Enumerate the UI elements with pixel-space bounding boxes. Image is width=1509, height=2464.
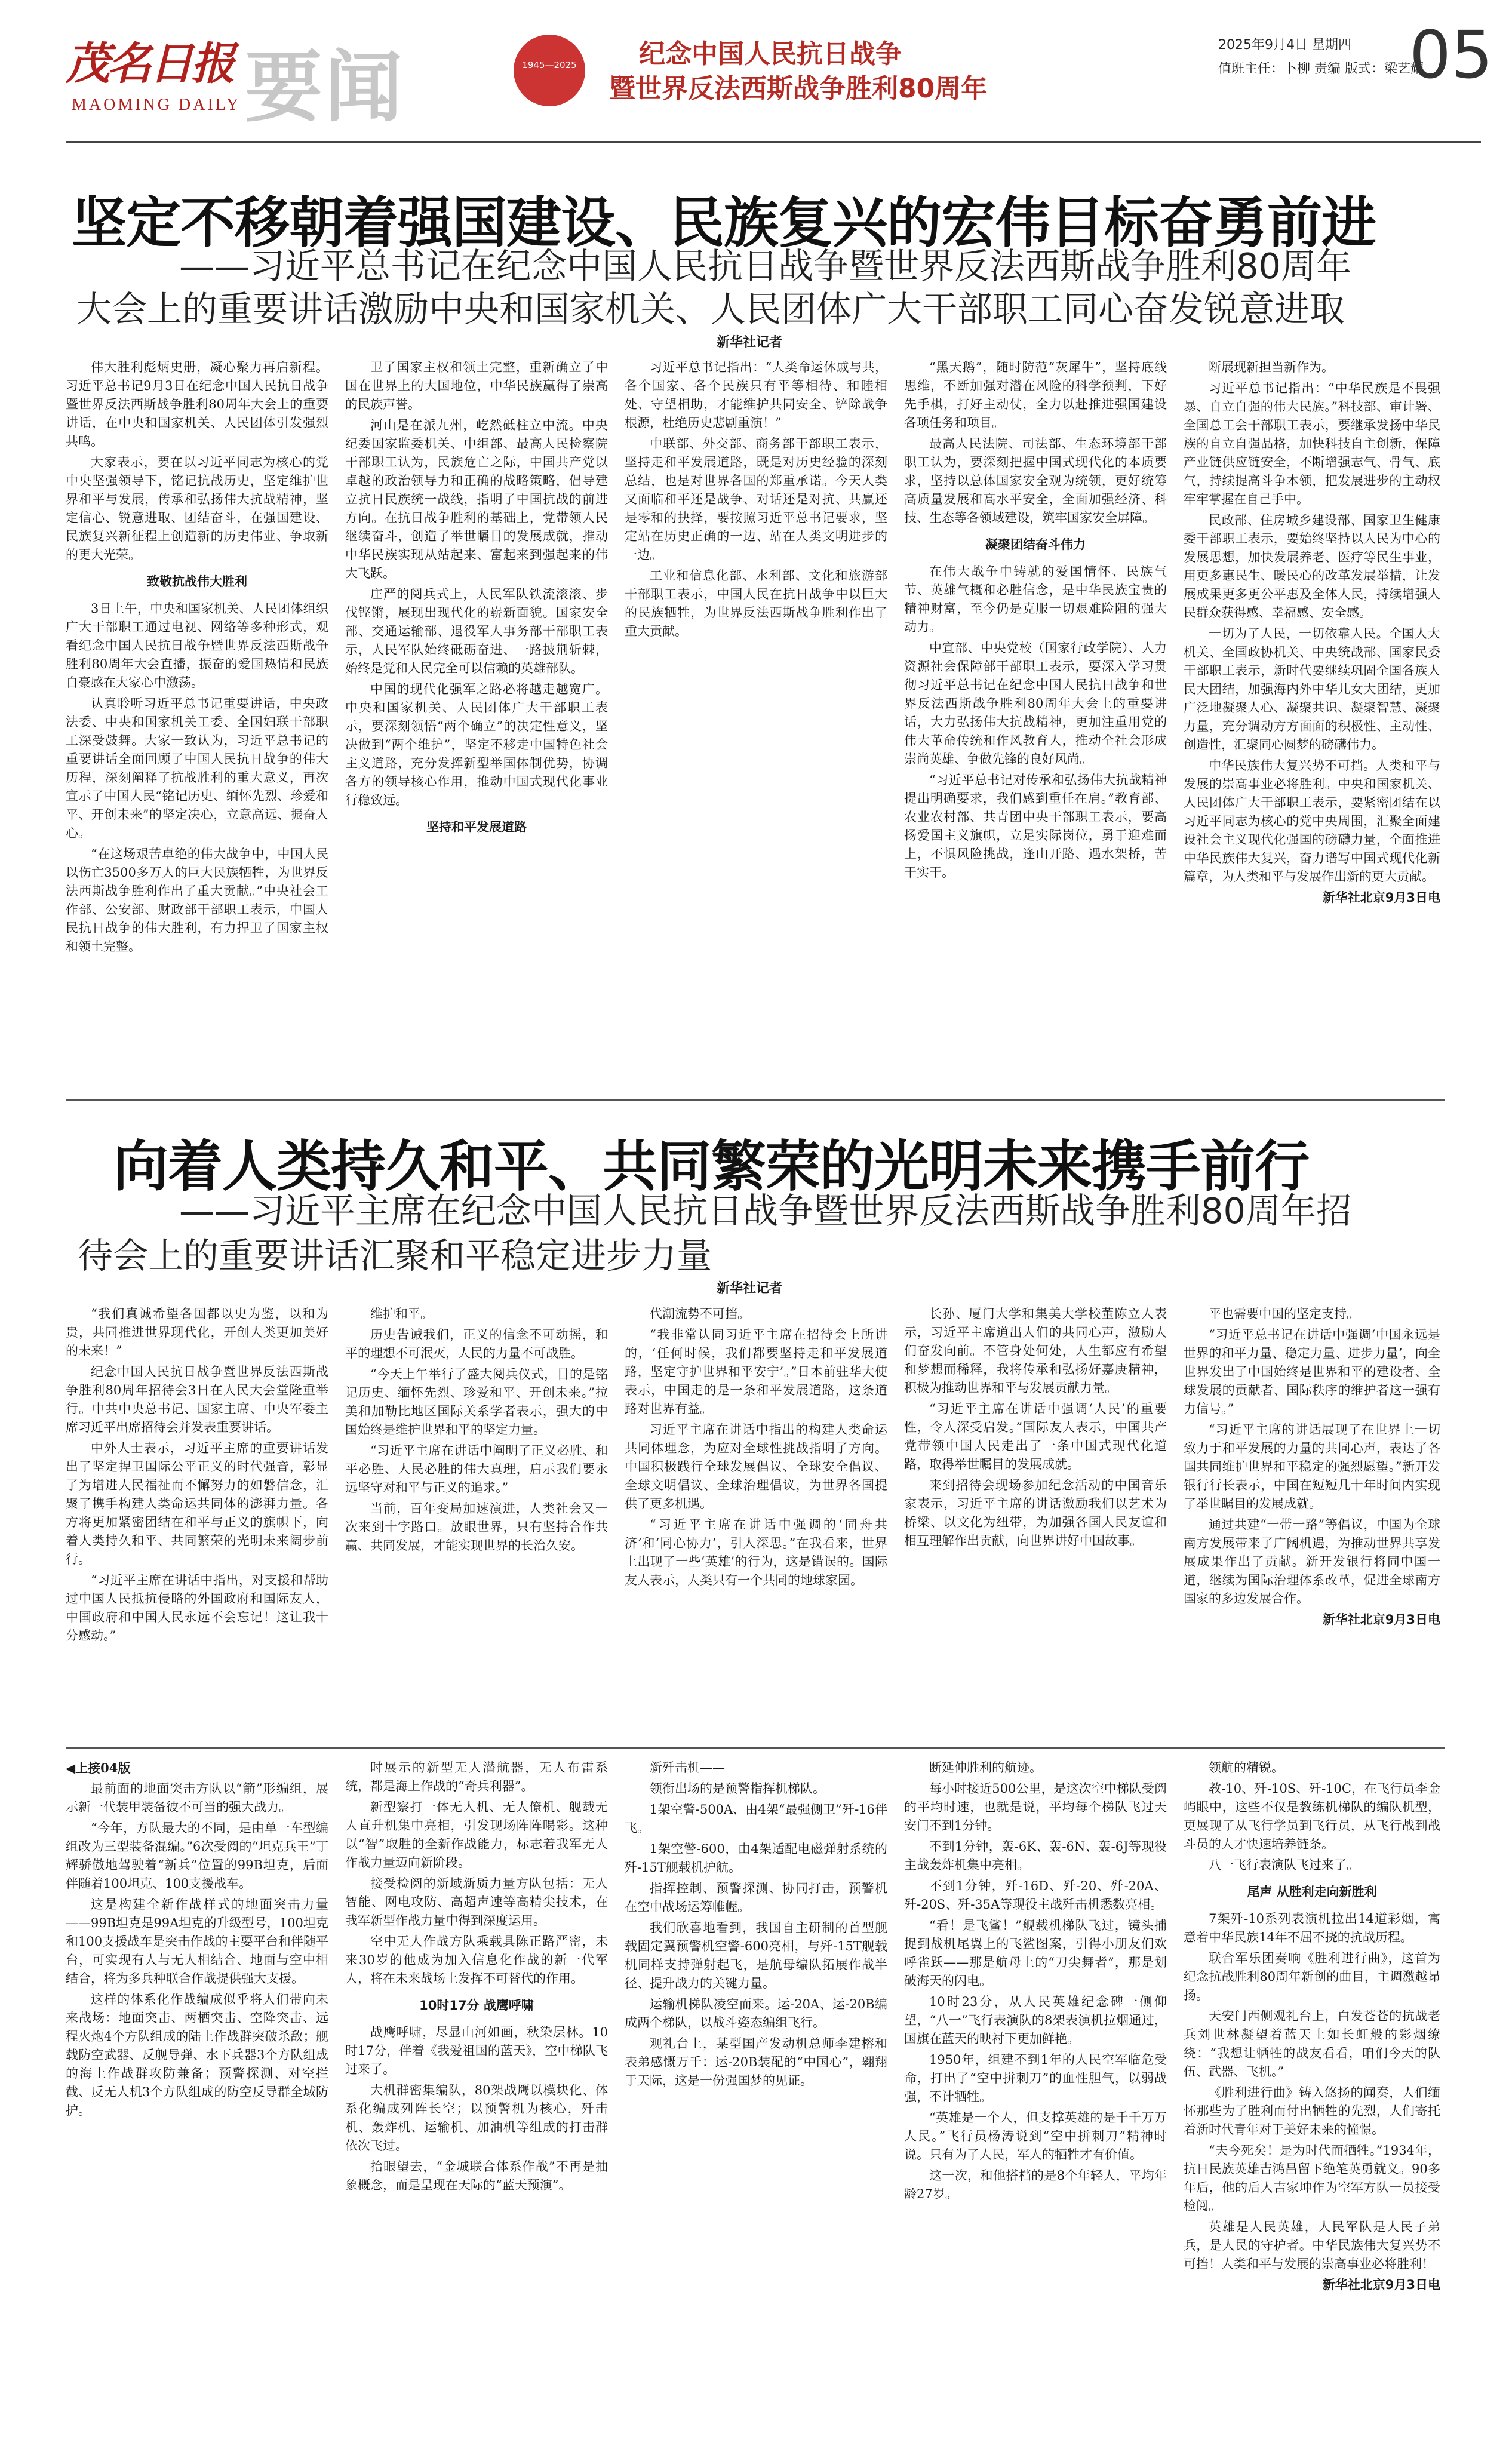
paragraph: “习近平总书记在讲话中强调‘中国永远是世界的和平力量、稳定力量、进步力量’，向全世界发出了中国始终是世界和平的建设者、全球发展的贡献者、国际秩序的维护者这一强有力信号。” — [1184, 1328, 1440, 1416]
article1-subhead-3: 凝聚团结奋斗伟力 — [985, 537, 1086, 552]
anniversary-emblem-icon: 1945—2025 — [514, 35, 585, 106]
paragraph: 长孙、厦门大学和集美大学校董陈立人表示，习近平主席道出人们的共同心声，激励人们奋发向前。不管身处何处，人生都应有希望和梦想而稀释，我将传承和弘扬好嘉庚精神，积极为推动世界和平与发展贡献力量。 — [904, 1307, 1167, 1395]
paragraph: “习近平主席的讲话展现了在世界上一切致力于和平发展的力量的共同心声，表达了各国共同维护世界和平稳定的强烈愿望。”新开发银行行长表示，中国在短短几十年时间内实现了举世瞩目的发展成就。 — [1184, 1423, 1440, 1511]
article1-byline: 新华社记者 — [717, 335, 783, 350]
article1-column-4 — [904, 358, 1167, 1081]
paragraph: “习近平主席在讲话中阐明了正义必胜、和平必胜、人民必胜的伟大真理，启示我们要永远坚守对和平与正义的追求。” — [345, 1443, 608, 1495]
paragraph: 《胜利进行曲》铸入悠扬的闻奏，人们缅怀那些为了胜利而付出牺牲的先烈，人们寄托着新时代青年对于美好未来的憧憬。 — [1184, 2085, 1440, 2137]
paragraph: 纪念中国人民抗日战争暨世界反法西斯战争胜利80周年招待会3日在人民大会堂隆重举行。中共中央总书记、国家主席、中央军委主席习近平出席招待会并发表重要讲话。 — [66, 1365, 328, 1434]
paragraph: 维护和平。 — [370, 1307, 433, 1321]
paragraph: 卫了国家主权和领土完整，重新确立了中国在世界上的大国地位，中华民族赢得了崇高的民族声誉。 — [345, 360, 608, 411]
paragraph: 教-10、歼-10S、歼-10C，在飞行员李金屿眼中，这些不仅是教练机梯队的编队机型，更展现了从飞行学员到飞行员，从飞行战到战斗员的人才快速培养链条。 — [1184, 1781, 1440, 1851]
article1-column-5 — [1184, 358, 1440, 1081]
article1-subheadline-2: 大会上的重要讲话激励中央和国家机关、人民团体广大干部职工同心奋发锐意进取 — [76, 288, 1345, 330]
article3-column-5 — [1184, 1759, 1440, 2434]
section-title: 要闻 — [245, 42, 405, 133]
paragraph: “习近平主席在讲话中强调‘人民’的重要性，令人深受启发。”国际友人表示，中国共产党带领中国人民走出了一条中国式现代化道路，取得举世瞩目的发展成就。 — [904, 1402, 1167, 1471]
article3-subhead-2: 尾声 从胜利走向新胜利 — [1247, 1885, 1377, 1899]
commemoration-banner — [514, 29, 1033, 106]
paragraph: 领航的精锐。 — [1209, 1761, 1284, 1775]
newspaper-logo-english: MAOMING DAILY — [72, 96, 241, 114]
paragraph: “习近平主席在讲话中指出，对支援和帮助过中国人民抵抗侵略的外国政府和国际友人，中国政府和中国人民永远不会忘记！这让我十分感动。” — [66, 1573, 328, 1643]
paragraph: 接受检阅的新域新质力量方队包括：无人智能、网电攻防、高超声速等高精尖技术，在我军新型作战力量中得到深度运用。 — [345, 1876, 608, 1928]
article3-column-2 — [345, 1759, 608, 2434]
paragraph: 八一飞行表演队飞过来了。 — [1209, 1858, 1359, 1872]
article2-column-4 — [904, 1305, 1167, 1735]
paragraph: “我非常认同习近平主席在招待会上所讲的，‘任何时候，我们都要坚持走和平发展道路，坚定守护世界和平安宁’。”日本前驻华大使表示，中国走的是一条和平发展道路，这条道路对世界有益。 — [625, 1328, 887, 1416]
article1-headline[interactable]: 坚定不移朝着强国建设、民族复兴的宏伟目标奋勇前进 — [72, 191, 1376, 255]
article1-subhead-2: 坚持和平发展道路 — [426, 820, 527, 834]
issue-date: 2025年9月4日 星期四 — [1218, 38, 1351, 53]
paragraph: 历史告诫我们，正义的信念不可动摇，和平的理想不可泯灭，人民的力量不可战胜。 — [345, 1328, 608, 1360]
article3-column-1 — [66, 1759, 328, 2434]
paragraph: 中联部、外交部、商务部干部职工表示，坚持走和平发展道路，既是对历史经验的深刻总结，也是对世界各国的郑重承诺。今天人类又面临和平还是战争、对话还是对抗、共赢还是零和的抉择，要按照习近平总书记要求，坚定站在历史正确的一边、站在人类文明进步的一边。 — [625, 437, 887, 562]
paragraph: 英雄是人民英雄，人民军队是人民子弟兵，是人民的守护者。中华民族伟大复兴势不可挡！人类和平与发展的崇高事业必将胜利！ — [1184, 2220, 1440, 2271]
paragraph: 我们欣喜地看到，我国自主研制的首型舰载固定翼预警机空警-600亮相，与歼-15T舰载机同样支持弹射起飞，是航母编队拓展作战半径、提升战力的关键力量。 — [625, 1921, 887, 1990]
paragraph: 伟大胜利彪炳史册，凝心聚力再启新程。习近平总书记9月3日在纪念中国人民抗日战争暨世界反法西斯战争胜利80周年大会上的重要讲话，在中央和国家机关、人民团体引发强烈共鸣。 — [66, 360, 328, 448]
paragraph: 河山是在派九州，屹然砥柱立中流。中央纪委国家监委机关、中组部、最高人民检察院干部职工认为，民族危亡之际，中国共产党以卓越的政治领导力和正确的战略策略，倡导建立抗日民族统一战线，指明了中国抗战的前进方向。在抗日战争胜利的基础上，党带领人民继续奋斗，创造了举世瞩目的发展成就，推动中华民族实现从站起来、富起来到强起来的伟大飞跃。 — [345, 418, 608, 580]
paragraph: 断展现新担当新作为。 — [1209, 360, 1334, 374]
article3-subhead-1: 10时17分 战鹰呼啸 — [419, 1998, 534, 2013]
paragraph: “习近平总书记对传承和弘扬伟大抗战精神提出明确要求，我们感到重任在肩。”教育部、农业农村部、共青团中央干部职工表示，要高扬爱国主义旗帜，立足实际岗位，勇于迎难而上，不惧风险挑战，逢山开路、遇水架桥，苦干实干。 — [904, 773, 1167, 880]
paragraph: 新型察打一体无人机、无人僚机、舰载无人直升机集中亮相，引发现场阵阵喝彩。这种以“智”取胜的全新作战能力，标志着我军无人作战力量迈向新阶段。 — [345, 1800, 608, 1870]
paragraph: “习近平主席在讲话中强调的‘同舟共济’和‘同心协力’，引人深思。”在我看来，世界上出现了一些‘英雄’的行为，这是错误的。国际友人表示，人类只有一个共同的地球家园。 — [625, 1517, 887, 1587]
paragraph: 代潮流势不可挡。 — [650, 1307, 750, 1321]
article1-subhead-1: 致敬抗战伟大胜利 — [147, 574, 247, 589]
paragraph: 最高人民法院、司法部、生态环境部干部职工认为，要深刻把握中国式现代化的本质要求，坚持以总体国家安全观为统领，更好统筹高质量发展和高水平安全，全面加强经济、科技、生态等各领域建设，筑牢国家安全屏障。 — [904, 437, 1167, 525]
paragraph: 断延伸胜利的航迹。 — [929, 1761, 1042, 1775]
paragraph: 习近平总书记指出：“人类命运休戚与共，各个国家、各个民族只有平等相待、和睦相处、守望相助，才能维护共同安全、铲除战争根源，杜绝历史悲剧重演！” — [625, 360, 887, 430]
paragraph: 不到1分钟，歼-16D、歼-20、歼-20A、歼-20S、歼-35A等现役主战歼击机悉数亮相。 — [904, 1879, 1167, 1912]
paragraph: 天安门西侧观礼台上，白发苍苍的抗战老兵刘世林凝望着蓝天上如长虹般的彩烟缭绕：“我想让牺牲的战友看看，咱们今天的队伍、武器、飞机。” — [1184, 2009, 1440, 2079]
article3-column-4 — [904, 1759, 1167, 2434]
paragraph: 民政部、住房城乡建设部、国家卫生健康委干部职工表示，要始终坚持以人民为中心的发展思想，加快发展养老、医疗等民生事业，用更多惠民生、暖民心的改革发展举措，让发展成果更多更公平惠及全体人民，持续增强人民群众获得感、幸福感、安全感。 — [1184, 513, 1440, 620]
paragraph: 这一次，和他搭档的是8个年轻人，平均年龄27岁。 — [904, 2168, 1167, 2201]
paragraph: 抬眼望去，“金城联合体系作战”不再是抽象概念，而是呈现在天际的“蓝天预演”。 — [345, 2159, 608, 2192]
paragraph: “在这场艰苦卓绝的伟大战争中，中国人民以伤亡3500多万人的巨大民族牺牲，为世界反法西斯战争胜利作出了重大贡献。”中央社会工作部、公安部、财政部干部职工表示，中国人民抗日战争的伟大胜利，有力捍卫了国家主权和领土完整。 — [66, 847, 328, 954]
article3-dateline: 新华社北京9月3日电 — [1322, 2278, 1440, 2292]
paragraph: 来到招待会现场参加纪念活动的中国音乐家表示，习近平主席的讲话激励我们以艺术为桥梁、以文化为纽带，为加强各国人民友谊和相互理解作出贡献，向世界讲好中国故事。 — [904, 1478, 1167, 1548]
paragraph: 1架空警-600，由4架适配电磁弹射系统的歼-15T舰载机护航。 — [625, 1842, 887, 1875]
newspaper-logo[interactable]: 茂名日报 — [66, 38, 233, 90]
paragraph: 运输机梯队凌空而来。运-20A、运-20B编成两个梯队，以战斗姿态编组飞行。 — [625, 1997, 887, 2030]
paragraph: 1950年，组建不到1年的人民空军临危受命，打出了“空中拼刺刀”的血性胆气，以弱战强，不计牺牲。 — [904, 2053, 1167, 2104]
paragraph: “黑天鹅”，随时防范“灰犀牛”，坚持底线思维，不断加强对潜在风险的科学预判，下好先手棋，打好主动仗，全力以赴推进强国建设各项任务和项目。 — [904, 360, 1167, 430]
paragraph: 7架歼-10系列表演机拉出14道彩烟，寓意着中华民族14年不屈不挠的抗战历程。 — [1184, 1912, 1440, 1944]
article2-byline: 新华社记者 — [717, 1281, 783, 1296]
article2-subheadline-2: 待会上的重要讲话汇聚和平稳定进步力量 — [78, 1235, 712, 1276]
paragraph: 这样的体系化作战编成似乎将人们带向未来战场：地面突击、两栖突击、空降突击、远程火炮4个方队组成的陆上作战群突破杀敌；舰载防空武器、反舰导弹、水下兵器3个方队组成的海上作战群攻防兼备；预警探测、对空拦截、反无人机3个方队组成的防空反导群全域防护。 — [66, 1992, 328, 2118]
paragraph: “英雄是一个人，但支撑英雄的是千千万万人民。”飞行员杨涛说到“空中拼刺刀”精神时说。只有为了人民，军人的牺牲才有价值。 — [904, 2110, 1167, 2162]
paragraph: 战鹰呼啸，尽显山河如画，秋染层林。10时17分，伴着《我爱祖国的蓝天》，空中梯队飞过来了。 — [345, 2025, 608, 2076]
paragraph: 最前面的地面突击方队以“箭”形编组，展示新一代装甲装备彼不可当的强大战力。 — [66, 1781, 328, 1814]
paragraph: “今天上午举行了盛大阅兵仪式，目的是铭记历史、缅怀先烈、珍爱和平、开创未来。”拉美和加勒比地区国际关系学者表示，强大的中国始终是维护世界和平的坚定力量。 — [345, 1367, 608, 1437]
paragraph: 工业和信息化部、水利部、文化和旅游部干部职工表示，中国人民在抗日战争中以巨大的民族牺牲，为世界反法西斯战争胜利作出了重大贡献。 — [625, 569, 887, 638]
article2-column-2 — [345, 1305, 608, 1735]
paragraph: 庄严的阅兵式上，人民军队铁流滚滚、步伐铿锵，展现出现代化的崭新面貌。国家安全部、交通运输部、退役军人事务部干部职工表示，人民军队始终砥砺奋进、一路披荆斩棘，始终是党和人民完全可以信赖的英雄部队。 — [345, 587, 608, 675]
article2-subheadline-1: ——习近平主席在纪念中国人民抗日战争暨世界反法西斯战争胜利80周年招 — [179, 1190, 1352, 1231]
paragraph: 领衔出场的是预警指挥机梯队。 — [650, 1781, 825, 1796]
article2-headline[interactable]: 向着人类持久和平、共同繁荣的光明未来携手前行 — [113, 1134, 1310, 1199]
paragraph: 1架空警-500A、由4架“最强侧卫”歼-16伴飞。 — [625, 1802, 887, 1835]
paragraph: “今年，方队最大的不同，是由单一车型编组改为三型装备混编。”6次受阅的“坦克兵王”丁辉骄傲地驾驶着“新兵”位置的99B坦克，后面伴随着100坦克、100支援战车。 — [66, 1821, 328, 1891]
article2-column-1 — [66, 1305, 328, 1735]
paragraph: 一切为了人民，一切依靠人民。全国人大机关、全国政协机关、中央统战部、国家民委干部职工表示，新时代要继续巩固全国各族人民大团结，加强海内外中华儿女大团结，更加广泛地凝聚人心、凝聚共识、凝聚智慧、凝聚力量，充分调动方方面面的积极性、主动性、创造性，汇聚同心圆梦的磅礴伟力。 — [1184, 626, 1440, 752]
paragraph: 空中无人作战方队乘载具陈正路严密，未来30岁的他成为加入信息化作战的新一代军人，将在未来战场上发挥不可替代的作用。 — [345, 1934, 608, 1986]
paragraph: 中国的现代化强军之路必将越走越宽广。中央和国家机关、人民团体广大干部职工表示，要深刻领悟“两个确立”的决定性意义，坚决做到“两个维护”，坚定不移走中国特色社会主义道路，充分发挥新型举国体制优势，协调各方的领导核心作用，推动中国式现代化事业行稳致远。 — [345, 682, 608, 807]
paragraph: 习近平主席在讲话中指出的构建人类命运共同体理念，为应对全球性挑战指明了方向。中国积极践行全球发展倡议、全球安全倡议、全球文明倡议、全球治理倡议，为世界各国提供了更多机遇。 — [625, 1423, 887, 1511]
page-number: 05 — [1409, 17, 1493, 93]
editor-credits: 值班主任：卜柳 责编 版式：梁艺耀 — [1218, 62, 1424, 76]
article2-column-5 — [1184, 1305, 1440, 1735]
paragraph: 大家表示，要在以习近平同志为核心的党中央坚强领导下，铭记抗战历史，坚定维护世界和平与发展，传承和弘扬伟大抗战精神，坚定信心、锐意进取、团结奋斗，在强国建设、民族复兴新征程上创造新的历史伟业、争取新的更大光荣。 — [66, 455, 328, 562]
masthead — [66, 17, 1493, 148]
paragraph: 大机群密集编队，80架战鹰以模块化、体系化编成列阵长空；以预警机为核心，歼击机、轰炸机、运输机、加油机等组成的打击群依次飞过。 — [345, 2083, 608, 2153]
article2-dateline: 新华社北京9月3日电 — [1322, 1612, 1440, 1627]
article1-dateline: 新华社北京9月3日电 — [1322, 890, 1440, 905]
paragraph: 习近平总书记指出：“中华民族是不畏强暴、自立自强的伟大民族。”科技部、审计署、全国总工会干部职工表示，要继承发扬中华民族的自立自强品格，加快科技自主创新，保障产业链供应链安全，不断增强志气、骨气、底气，持续提高斗争本领，把发展进步的主动权牢牢掌握在自己手中。 — [1184, 381, 1440, 506]
paragraph: 每小时接近500公里，是这次空中梯队受阅的平均时速，也就是说，平均每个梯队飞过天安门不到1分钟。 — [904, 1781, 1167, 1833]
paragraph: 通过共建“一带一路”等倡议，中国为全球南方发展带来了广阔机遇，为推动世界共享发展成果作出了贡献。新开发银行将同中国一道，继续为国际治理体系改革，促进全球南方国家的多边发展合作。 — [1184, 1517, 1440, 1606]
article1-subheadline-1: ——习近平总书记在纪念中国人民抗日战争暨世界反法西斯战争胜利80周年 — [179, 245, 1352, 287]
paragraph: 指挥控制、预警探测、协同打击，预警机在空中战场运筹帷幄。 — [625, 1881, 887, 1914]
banner-line-2: 暨世界反法西斯战争胜利80周年 — [609, 73, 988, 104]
article-divider — [66, 1099, 1445, 1101]
paragraph: 中华民族伟大复兴势不可挡。人类和平与发展的崇高事业必将胜利。中央和国家机关、人民团体广大干部职工表示，要紧密团结在以习近平同志为核心的党中央周围，汇聚全面建设社会主义现代化强国的磅礴力量，全面推进中华民族伟大复兴，奋力谱写中国式现代化新篇章，为人类和平与发展作出新的更大贡献。 — [1184, 758, 1440, 884]
article-divider — [66, 1747, 1445, 1749]
banner-line-1: 纪念中国人民抗日战争 — [639, 39, 902, 69]
continuation-marker[interactable]: ◀上接04版 — [66, 1761, 131, 1775]
paragraph: 时展示的新型无人潜航器，无人布雷系统，都是海上作战的“奇兵利器”。 — [345, 1761, 608, 1793]
paragraph: 认真聆听习近平总书记重要讲话，中央政法委、中央和国家机关工委、全国妇联干部职工深受鼓舞。大家一致认为，习近平总书记的重要讲话全面回顾了中国人民抗日战争的伟大历程，深刻阐释了抗战胜利的重大意义，再次宣示了中国人民“铭记历史、缅怀先烈、珍爱和平、开创未来”的坚定决心，立意高远、振奋人心。 — [66, 696, 328, 840]
paragraph: 在伟大战争中铸就的爱国情怀、民族气节、英雄气概和必胜信念，是中华民族宝贵的精神财富，至今仍是克服一切艰难险阻的强大动力。 — [904, 564, 1167, 634]
article2-column-3 — [625, 1305, 887, 1735]
paragraph: 新歼击机—— — [650, 1761, 725, 1775]
paragraph: 中宣部、中央党校（国家行政学院）、人力资源社会保障部干部职工表示，要深入学习贯彻习近平总书记在纪念中国人民抗日战争和世界反法西斯战争胜利80周年大会上的重要讲话，大力弘扬伟大抗战精神，更加注重用党的伟大革命传统和作风教育人，推动全社会形成崇尚英雄、争做先锋的良好风尚。 — [904, 641, 1167, 766]
paragraph: 10时23分，从人民英雄纪念碑一侧仰望，“八一”飞行表演队的8架表演机拉烟通过，国旗在蓝天的映衬下更加鲜艳。 — [904, 1995, 1167, 2046]
paragraph: “看！是飞鲨！”舰载机梯队飞过，镜头捕捉到战机尾翼上的飞鲨图案，引得小朋友们欢呼雀跃——那是航母上的“刀尖舞者”，那是划破海天的闪电。 — [904, 1918, 1167, 1988]
paragraph: 3日上午，中央和国家机关、人民团体组织广大干部职工通过电视、网络等多种形式，观看纪念中国人民抗日战争暨世界反法西斯战争胜利80周年大会直播，振奋的爱国热情和民族自豪感在大家心中激荡。 — [66, 601, 328, 690]
paragraph: 观礼台上，某型国产发动机总师李建榕和表弟感慨万千：运-20B装配的“中国心”，翱翔于天际，这是一份强国梦的见证。 — [625, 2036, 887, 2088]
article1-column-3 — [625, 358, 887, 1081]
paragraph: “我们真诚希望各国都以史为鉴，以和为贵，共同推进世界现代化，开创人类更加美好的未来！” — [66, 1307, 328, 1358]
paragraph: “夫今死矣！是为时代而牺牲。”1934年，抗日民族英雄吉鸿昌留下绝笔英勇就义。90多年后，他的后人吉家坤作为空军方队一员接受检阅。 — [1184, 2143, 1440, 2213]
paragraph: 中外人士表示，习近平主席的重要讲话发出了坚定捍卫国际公平正义的时代强音，彰显了为增进人民福祉而不懈努力的如磐信念，汇聚了携手构建人类命运共同体的澎湃力量。各方将更加紧密团结在和平与正义的旗帜下，向着人类持久和平、共同繁荣的光明未来阔步前行。 — [66, 1441, 328, 1566]
paragraph: 联合军乐团奏响《胜利进行曲》，这首为纪念抗战胜利80周年新创的曲目，主调激越昂扬。 — [1184, 1951, 1440, 2002]
paragraph: 不到1分钟，轰-6K、轰-6N、轰-6J等现役主战轰炸机集中亮相。 — [904, 1839, 1167, 1872]
paragraph: 这是构建全新作战样式的地面突击力量——99B坦克是99A坦克的升级型号，100坦克和100支援战车是突击作战的主要平台和伴随平台，可实现有人与无人相结合、地面与空中相结合，将为多兵种联合作战提供强大支援。 — [66, 1897, 328, 1986]
paragraph: 当前，百年变局加速演进，人类社会又一次来到十字路口。放眼世界，只有坚持合作共赢、共同发展，才能实现世界的长治久安。 — [345, 1501, 608, 1553]
article3-column-3 — [625, 1759, 887, 2434]
article1-column-1 — [66, 358, 328, 1081]
article1-column-2 — [345, 358, 608, 1081]
masthead-divider — [66, 141, 1481, 143]
paragraph: 平也需要中国的坚定支持。 — [1209, 1307, 1359, 1321]
